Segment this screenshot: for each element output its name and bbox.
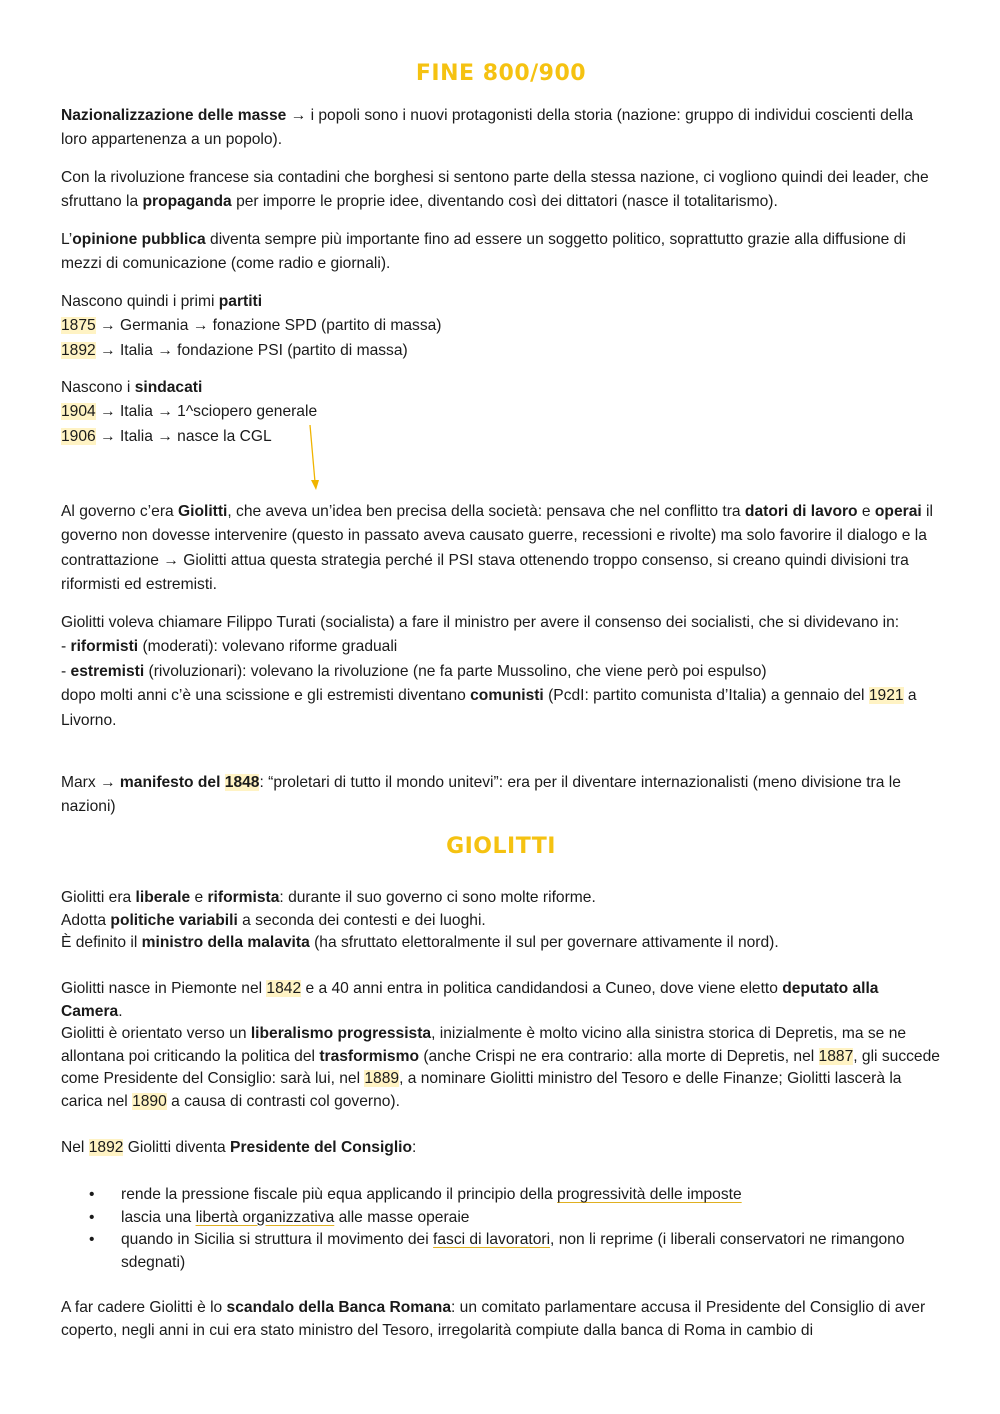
bullet-icon: • — [89, 1231, 95, 1249]
list-item: • quando in Sicilia si struttura il movimento dei fasci di lavoratori, non li reprime (i liberali conservatori ne rimangono sdegnati) — [89, 1231, 905, 1271]
paragraph-unions: Nascono i sindacati 1904 → Italia → 1^sciopero generale 1906 → Italia → nasce la CGL — [61, 376, 941, 449]
list-item: - riformisti (moderati): volevano riforme graduali — [61, 638, 398, 656]
paragraph-president: Nel 1892 Giolitti diventa Presidente del Consiglio: — [61, 1139, 417, 1156]
list-item: 1904 → Italia → 1^sciopero generale — [61, 403, 318, 421]
title-giolitti: GIOLITTI — [446, 834, 556, 859]
paragraph-parties: Nascono quindi i primi partiti 1875 → Germania → fonazione SPD (partito di massa) 1892 → Italia → fondazione PSI (partito di massa) — [61, 290, 941, 363]
list-item: - estremisti (rivoluzionari): volevano la rivoluzione (ne fa parte Mussolino, che viene però poi espulso) — [61, 662, 767, 680]
paragraph-marx: Marx → manifesto del 1848: “proletari di tutto il mondo unitevi”: era per il diventare internazionalisti (meno divisione tra le nazioni) — [61, 774, 901, 816]
bullet-icon: • — [89, 1186, 95, 1203]
paragraph-public-opinion: L’opinione pubblica diventa sempre più importante fino ad essere un soggetto politico, soprattutto grazie alla diffusione di mezzi di comunicazione (come radio e giornali). — [61, 231, 906, 273]
paragraph-turati: Giolitti voleva chiamare Filippo Turati (socialista) a fare il ministro per avere il consenso dei socialisti, che si dividevano in: - riformisti (moderati): volevano riforme graduali - estremisti (rivoluzionari): volevano la rivoluzione (ne fa parte Mussolino, che viene però poi espulso) dopo molti anni c’è una scissione e gli estremisti diventano comunisti (PcdI: partito comunista d’Italia) a gennaio del 1921 a Livorno. — [61, 611, 941, 733]
paragraph-french-revolution: Con la rivoluzione francese sia contadini che borghesi si sentono parte della stessa nazione, ci vogliono quindi dei leader, che sfruttano la propaganda per imporre le proprie idee, diventando così dei dittatori (nasce il totalitarismo). — [61, 169, 929, 211]
list-item: 1892 → Italia → fondazione PSI (partito di massa) — [61, 341, 408, 359]
paragraph-giolitti-intro: Giolitti era liberale e riformista: durante il suo governo ci sono molte riforme. Adotta politiche variabili a seconda dei contesti e dei luoghi. È definito il ministro della malavita (ha sfruttato elettoralmente il sul per governare attivamente il nord). — [61, 889, 779, 952]
bullet-icon: • — [89, 1208, 95, 1226]
list-item: • lascia una libertà organizzativa alle masse operaie — [61, 1207, 941, 1230]
paragraph-giolitti-bio: Giolitti nasce in Piemonte nel 1842 e a 40 anni entra in politica candidandosi a Cuneo, dove viene eletto deputato alla Camera. Giolitti è orientato verso un liberalismo progressista, inizialmente è molto vicino alla sinistra storica di Depretis, ma se ne allontana poi criticando la politica del trasformismo (anche Crispi ne era contrario: alla morte di Depretis, nel 1887, gli succede come Presidente del Consiglio: sarà lui, nel 1889, a nominare Giolitti ministro del Tesoro e delle Finanze; Giolitti lascerà la carica nel 1890 a causa di contrasti col governo). — [61, 980, 940, 1110]
paragraph-giolitti-government: Al governo c’era Giolitti, che aveva un’idea ben precisa della società: pensava che nel conflitto tra datori di lavoro e operai il governo non dovesse intervenire (questo in passato aveva causato guerre, recessioni e rivolte) ma solo favorire il dialogo e la contrattazione → Giolitti attua questa strategia perché il PSI stava ottenendo troppo consenso, si creano quindi divisioni tra riformisti ed estremisti. — [61, 503, 933, 594]
paragraph-nationalization: Nazionalizzazione delle masse → i popoli sono i nuovi protagonisti della storia (nazione: gruppo di individui coscienti della loro appartenenza a un popolo). — [61, 107, 914, 149]
list-item: 1906 → Italia → nasce la CGL — [61, 427, 272, 445]
list-item: • rende la pressione fiscale più equa applicando il principio della progressività delle imposte — [61, 1184, 941, 1207]
paragraph-banca-romana: A far cadere Giolitti è lo scandalo della Banca Romana: un comitato parlamentare accusa il Presidente del Consiglio di aver coperto, negli anni in cui era stato ministro del Tesoro, irregolarità compiute dalla banca di Roma in cambio di — [61, 1299, 926, 1339]
title-fine-800-900: FINE 800/900 — [415, 61, 587, 86]
list-item: 1875 → Germania → fonazione SPD (partito di massa) — [61, 317, 442, 335]
reforms-list — [61, 1184, 941, 1274]
